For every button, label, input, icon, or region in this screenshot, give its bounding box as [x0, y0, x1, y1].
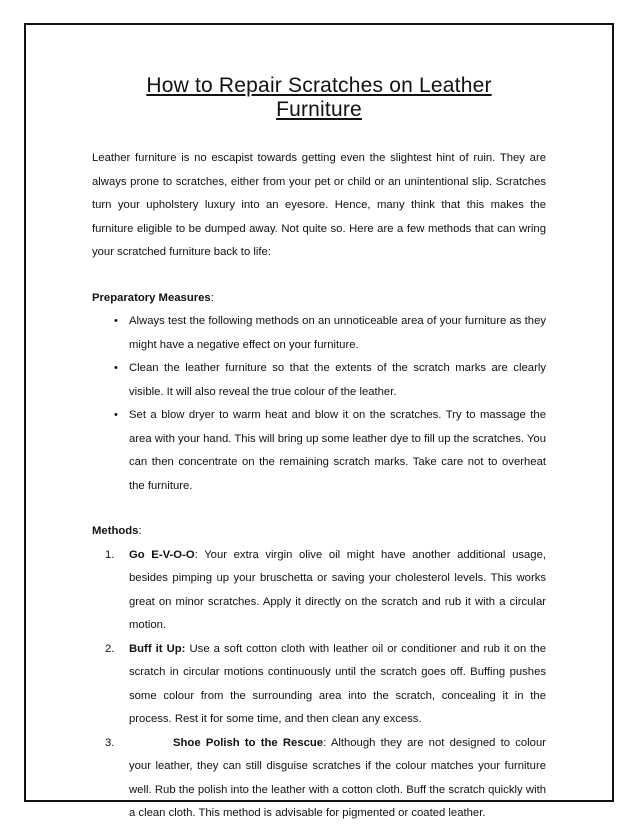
bullet-icon: •	[114, 362, 118, 374]
method-separator: :	[194, 548, 205, 561]
preparatory-list	[92, 310, 546, 498]
title-line-1: How to Repair Scratches on Leather	[146, 74, 492, 97]
method-separator: :	[323, 736, 331, 749]
method-name: Shoe Polish to the Rescue	[173, 736, 324, 749]
method-item	[92, 638, 546, 732]
method-name: Buff it Up:	[129, 642, 186, 655]
list-item-text: Clean the leather furniture so that the extents of the scratch marks are clearly visible. It will also reveal the true colour of the leather.	[129, 362, 546, 398]
method-number: 2.	[105, 642, 115, 655]
list-item	[92, 404, 546, 498]
methods-heading-colon: :	[138, 525, 142, 537]
list-item-text: Set a blow dryer to warm heat and blow it on the scratches. Try to massage the area with your hand. This will bring up some leather dye to fill up the scratches. You can then concentrate on the remaining scratch marks. Take care not to overheat the furniture.	[129, 409, 546, 492]
preparatory-heading-text: Preparatory Measures	[92, 291, 211, 304]
document-body	[92, 74, 546, 826]
method-number: 3.	[105, 736, 115, 749]
methods-heading	[92, 520, 546, 544]
method-name: Go E-V-O-O	[129, 548, 195, 561]
bullet-icon: •	[114, 409, 118, 421]
preparatory-heading-colon: :	[210, 291, 214, 304]
title-line-2: Furniture	[276, 98, 362, 121]
method-item	[92, 732, 546, 826]
bullet-icon: •	[114, 315, 118, 327]
method-text: Use a soft cotton cloth with leather oil or conditioner and rub it on the scratch in circular motions continuously until the scratch goes off. Buffing pushes some colour from the surrounding area into the scratch, concealing it in the process. Rest it for some time, and then clean any excess.	[129, 642, 546, 725]
method-item	[92, 544, 546, 638]
list-item	[92, 310, 546, 357]
intro-paragraph: Leather furniture is no escapist towards getting even the slightest hint of ruin. They are always prone to scratches, either from your pet or child or an unintentional slip. Scratches turn your upholstery luxury into an eyesore. Hence, many think that this makes the furniture eligible to be dumped away. Not quite so. Here are a few methods that can wring your scratched furniture back to life:	[92, 152, 546, 258]
list-item-text: Always test the following methods on an unnoticeable area of your furniture as they might have a negative effect on your furniture.	[129, 315, 546, 351]
list-item	[92, 357, 546, 404]
methods-heading-text: Methods	[92, 525, 139, 537]
document-title	[92, 74, 546, 122]
method-text: Although they are not designed to colour your leather, they can still disguise scratches if the colour matches your furniture well. Rub the polish into the leather with a cotton cloth. Buff the scratch quickly with a clean cloth. This method is advisable for pigmented or coated leather.	[129, 736, 547, 819]
method-text: Your extra virgin olive oil might have another additional usage, besides pimping up your bruschetta or saving your cholesterol levels. This works great on minor scratches. Apply it directly on the scratch and rub it with a circular motion.	[129, 548, 546, 631]
methods-list	[92, 544, 546, 826]
method-number: 1.	[105, 548, 115, 561]
preparatory-heading	[92, 287, 546, 311]
